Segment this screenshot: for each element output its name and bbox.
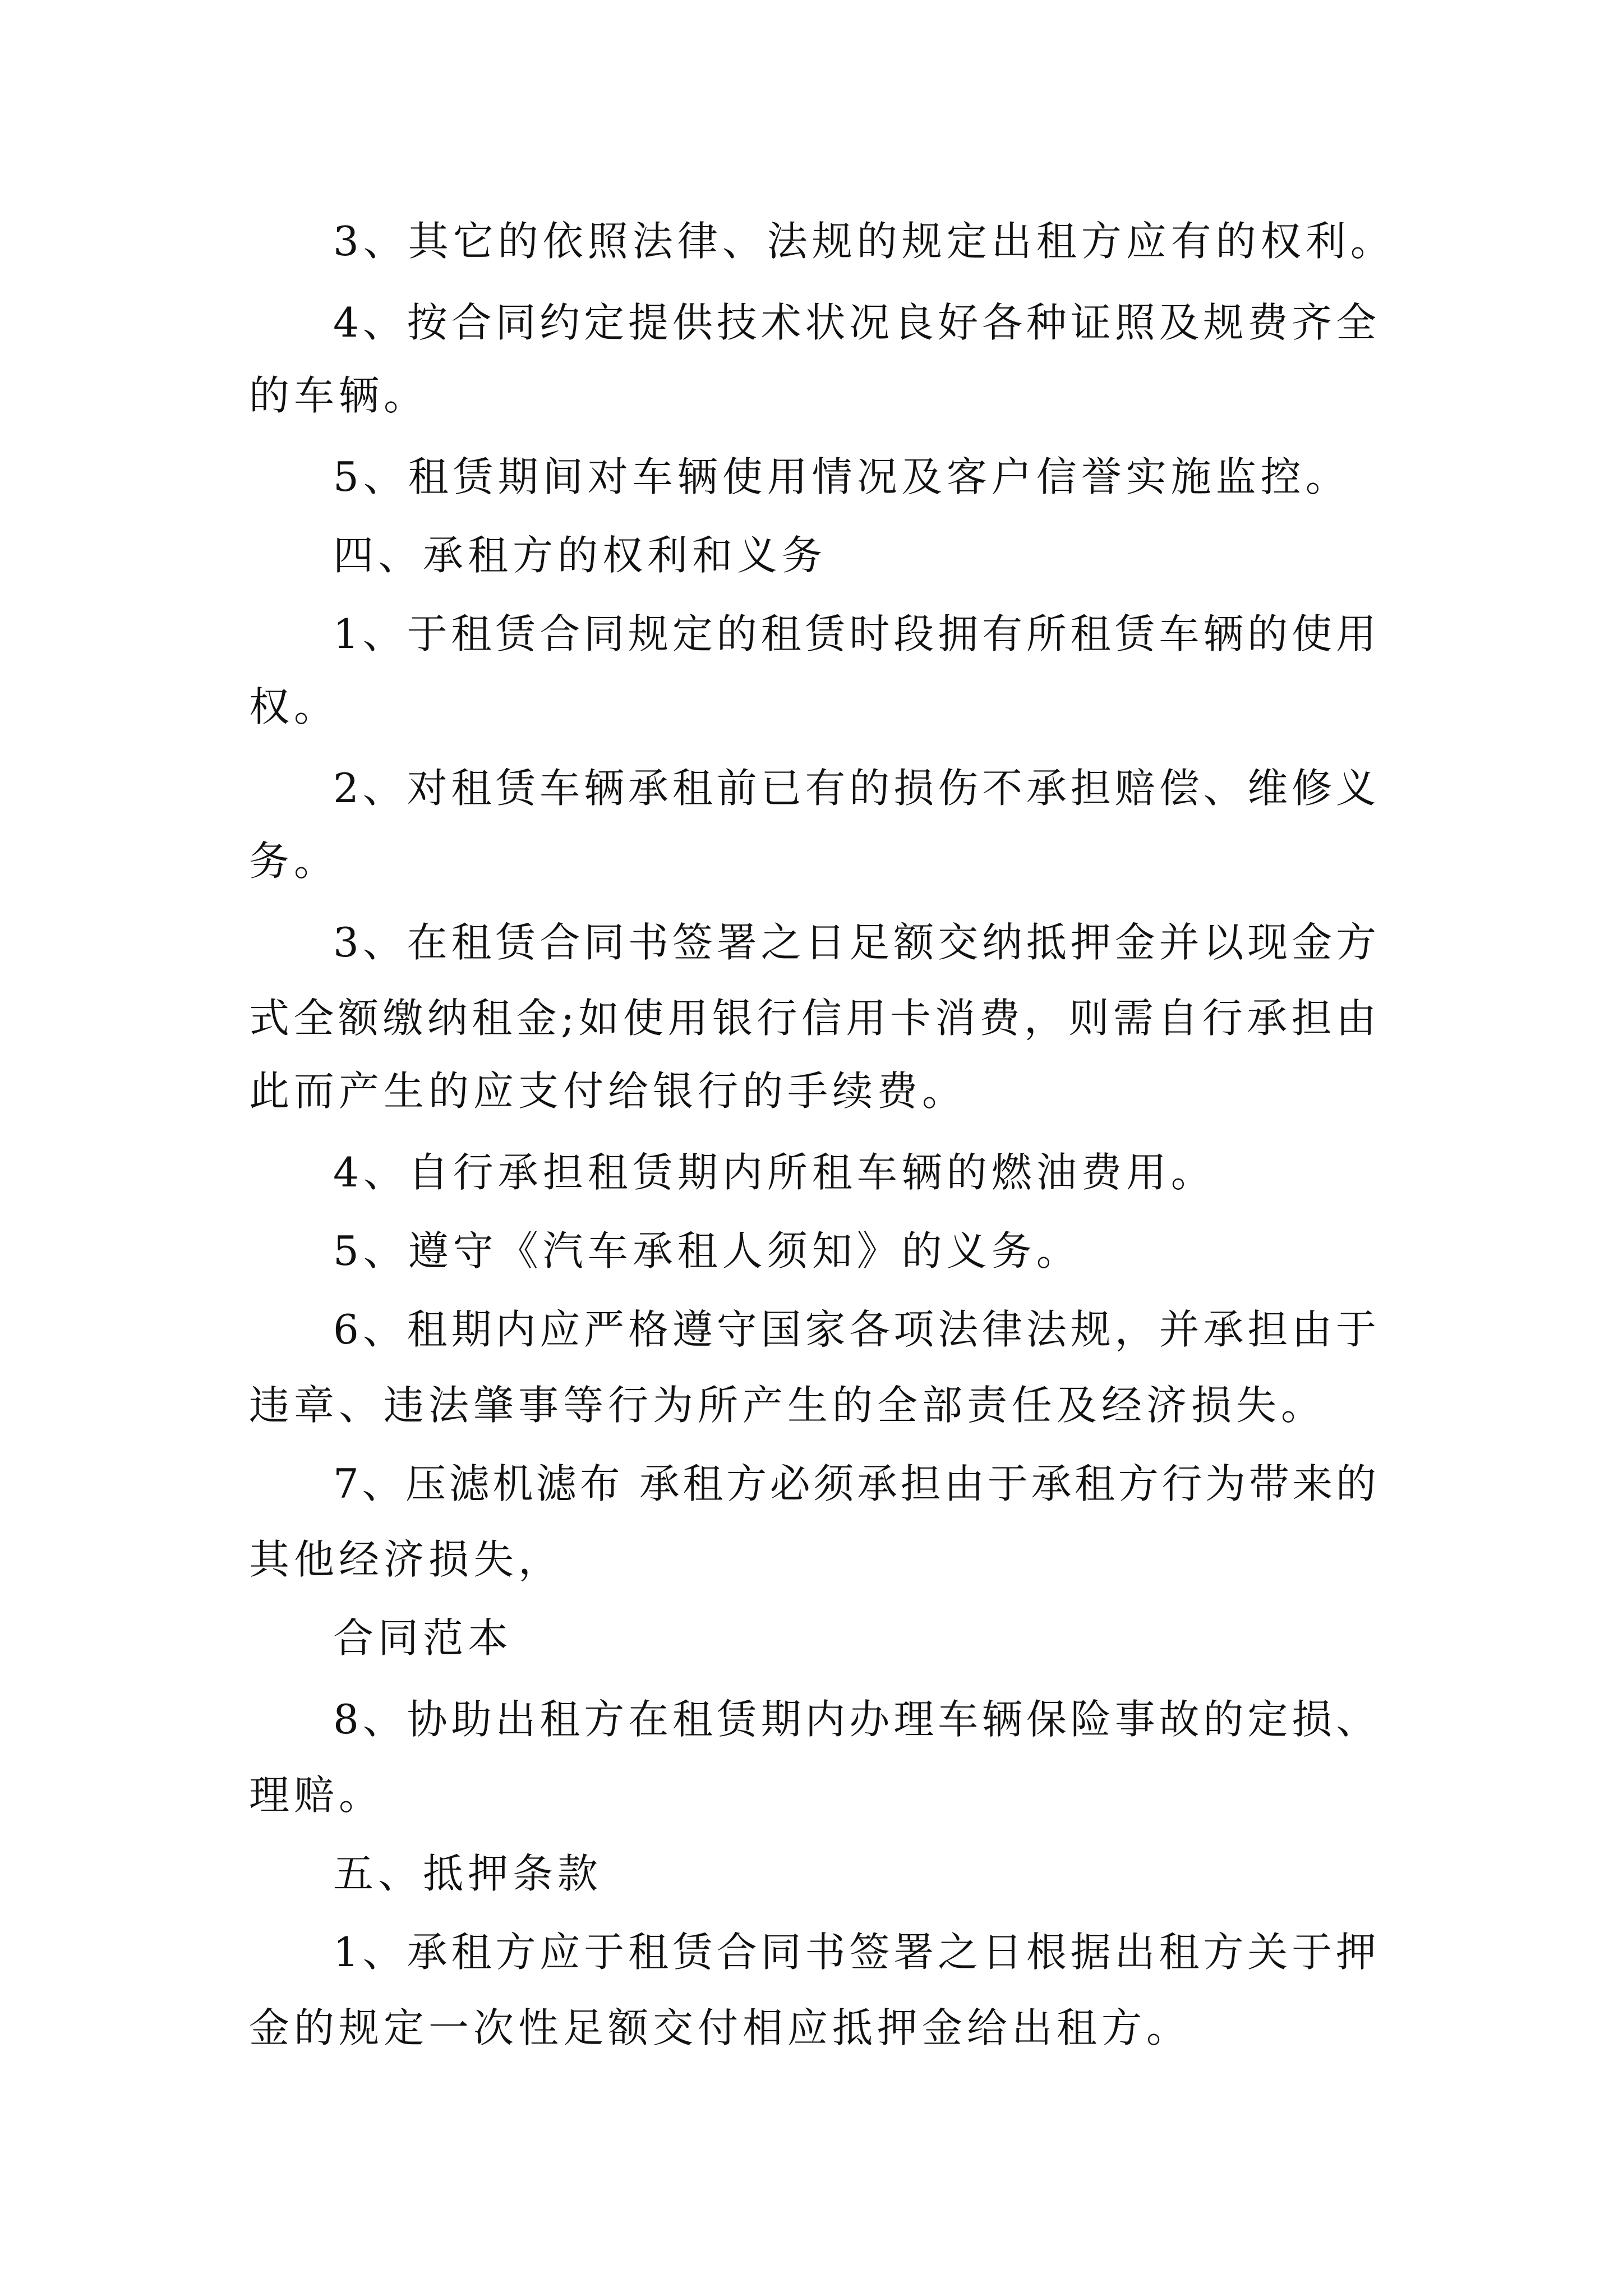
paragraph-line: 权。 bbox=[249, 683, 339, 730]
paragraph-line: 金的规定一次性足额交付相应抵押金给出租方。 bbox=[249, 2004, 1192, 2051]
paragraph-line: 3、其它的依照法律、法规的规定出租方应有的权利。 bbox=[333, 218, 1395, 265]
paragraph-line: 式全额缴纳租金;如使用银行信用卡消费，则需自行承担由 bbox=[249, 995, 1376, 1042]
inline-note: 合同范本 bbox=[333, 1614, 513, 1662]
paragraph-line: 的车辆。 bbox=[249, 372, 429, 419]
paragraph-line: 其他经济损失， bbox=[249, 1536, 564, 1583]
paragraph-line: 1、于租赁合同规定的租赁时段拥有所租赁车辆的使用 bbox=[333, 610, 1376, 657]
paragraph-line: 4、按合同约定提供技术状况良好各种证照及规费齐全 bbox=[333, 299, 1376, 346]
paragraph-line: 违章、违法肇事等行为所产生的全部责任及经济损失。 bbox=[249, 1382, 1326, 1429]
paragraph-line: 2、对租赁车辆承租前已有的损伤不承担赔偿、维修义 bbox=[333, 765, 1376, 812]
paragraph-line: 4、自行承担租赁期内所租车辆的燃油费用。 bbox=[333, 1149, 1216, 1196]
paragraph-line: 8、协助出租方在租赁期内办理车辆保险事故的定损、 bbox=[333, 1696, 1376, 1743]
paragraph-line: 1、承租方应于租赁合同书签署之日根据出租方关于押 bbox=[333, 1929, 1376, 1976]
paragraph-line: 此而产生的应支付给银行的手续费。 bbox=[249, 1068, 967, 1115]
paragraph-line: 5、遵守《汽车承租人须知》的义务。 bbox=[333, 1227, 1081, 1274]
paragraph-line: 务。 bbox=[249, 838, 339, 885]
paragraph-line: 6、租期内应严格遵守国家各项法律法规，并承担由于 bbox=[333, 1306, 1376, 1353]
paragraph-line: 7、压滤机滤布 承租方必须承担由于承租方行为带来的 bbox=[333, 1460, 1376, 1507]
paragraph-line: 3、在租赁合同书签署之日足额交纳抵押金并以现金方 bbox=[333, 919, 1376, 966]
paragraph-line: 理赔。 bbox=[249, 1772, 384, 1819]
section-heading: 四、承租方的权利和义务 bbox=[333, 532, 827, 579]
paragraph-line: 5、租赁期间对车辆使用情况及客户信誉实施监控。 bbox=[333, 453, 1350, 500]
section-heading: 五、抵押条款 bbox=[333, 1850, 603, 1897]
